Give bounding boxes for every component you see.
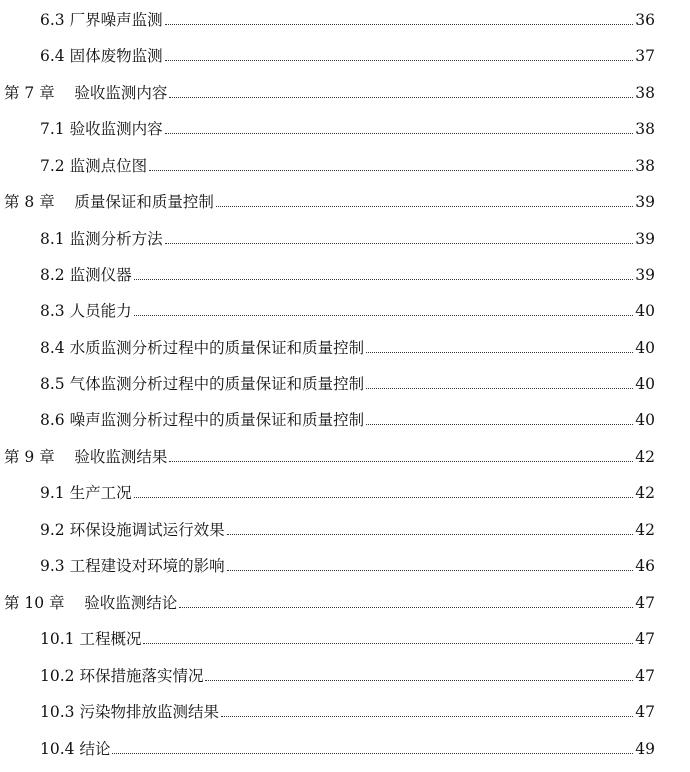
toc-entry-title: 10.4 结论 xyxy=(40,740,111,758)
toc-entry-title: 8.3 人员能力 xyxy=(40,302,132,320)
dot-leader xyxy=(134,279,634,280)
toc-entry-page: 40 xyxy=(635,375,655,393)
toc-entry-page: 47 xyxy=(635,594,655,612)
toc-entry-title: 7.2 监测点位图 xyxy=(40,157,148,175)
toc-entry-8-5[interactable] xyxy=(0,368,655,394)
dot-leader xyxy=(205,680,633,681)
toc-entry-page: 39 xyxy=(635,266,655,284)
dot-leader xyxy=(179,607,633,608)
toc-entry-8-4[interactable] xyxy=(0,332,655,358)
toc-entry-8-1[interactable] xyxy=(0,223,655,249)
dot-leader xyxy=(143,643,633,644)
dot-leader xyxy=(366,352,633,353)
toc-entry-page: 40 xyxy=(635,302,655,320)
dot-leader xyxy=(165,243,634,244)
dot-leader xyxy=(134,497,634,498)
toc-entry-title: 6.4 固体废物监测 xyxy=(40,47,163,65)
toc-entry-8-3[interactable] xyxy=(0,295,655,321)
dot-leader xyxy=(169,97,633,98)
toc-entry-page: 42 xyxy=(635,484,655,502)
dot-leader xyxy=(112,753,633,754)
dot-leader xyxy=(366,424,633,425)
toc-entry-title: 8.6 噪声监测分析过程中的质量保证和质量控制 xyxy=(40,411,365,429)
toc-entry-page: 46 xyxy=(635,557,655,575)
toc-entry-page: 39 xyxy=(635,230,655,248)
toc-entry-7-2[interactable] xyxy=(0,150,655,176)
toc-entry-page: 37 xyxy=(635,47,655,65)
toc-entry-page: 49 xyxy=(635,740,655,758)
toc-entry-page: 38 xyxy=(635,120,655,138)
toc-entry-title: 第 9 章 验收监测结果 xyxy=(4,448,168,466)
toc-entry-title: 8.5 气体监测分析过程中的质量保证和质量控制 xyxy=(40,375,365,393)
toc-entry-chapter-9[interactable] xyxy=(0,441,655,467)
toc-entry-title: 8.2 监测仪器 xyxy=(40,266,132,284)
toc-entry-title: 9.2 环保设施调试运行效果 xyxy=(40,521,225,539)
toc-entry-10-4[interactable] xyxy=(0,733,655,759)
dot-leader xyxy=(134,315,634,316)
toc-entry-8-2[interactable] xyxy=(0,259,655,285)
toc-entry-6-3[interactable] xyxy=(0,4,655,30)
dot-leader xyxy=(149,170,633,171)
toc-entry-page: 39 xyxy=(635,193,655,211)
toc-entry-title: 10.2 环保措施落实情况 xyxy=(40,667,204,685)
toc-entry-10-2[interactable] xyxy=(0,660,655,686)
toc-entry-title: 7.1 验收监测内容 xyxy=(40,120,163,138)
dot-leader xyxy=(366,388,633,389)
toc-entry-9-2[interactable] xyxy=(0,514,655,540)
toc-entry-title: 第 8 章 质量保证和质量控制 xyxy=(4,193,214,211)
toc-entry-9-3[interactable] xyxy=(0,550,655,576)
toc-entry-title: 10.3 污染物排放监测结果 xyxy=(40,703,219,721)
toc-entry-chapter-10[interactable] xyxy=(0,587,655,613)
dot-leader xyxy=(221,716,633,717)
toc-entry-10-3[interactable] xyxy=(0,696,655,722)
toc-entry-page: 38 xyxy=(635,84,655,102)
dot-leader xyxy=(169,461,633,462)
dot-leader xyxy=(165,24,634,25)
toc-entry-9-1[interactable] xyxy=(0,477,655,503)
dot-leader xyxy=(227,534,634,535)
toc-entry-title: 6.3 厂界噪声监测 xyxy=(40,11,163,29)
toc-entry-10-1[interactable] xyxy=(0,623,655,649)
toc-entry-7-1[interactable] xyxy=(0,113,655,139)
toc-entry-8-6[interactable] xyxy=(0,404,655,430)
toc-entry-page: 42 xyxy=(635,521,655,539)
dot-leader xyxy=(227,570,634,571)
toc-entry-title: 8.4 水质监测分析过程中的质量保证和质量控制 xyxy=(40,339,365,357)
toc-entry-page: 47 xyxy=(635,667,655,685)
dot-leader xyxy=(165,133,634,134)
toc-entry-title: 8.1 监测分析方法 xyxy=(40,230,163,248)
toc-entry-title: 10.1 工程概况 xyxy=(40,630,142,648)
toc-entry-title: 9.1 生产工况 xyxy=(40,484,132,502)
toc-entry-6-4[interactable] xyxy=(0,40,655,66)
toc-entry-chapter-7[interactable] xyxy=(0,77,655,103)
toc-entry-page: 47 xyxy=(635,630,655,648)
toc-entry-page: 38 xyxy=(635,157,655,175)
toc-entry-page: 36 xyxy=(635,11,655,29)
dot-leader xyxy=(216,206,633,207)
toc-entry-page: 40 xyxy=(635,411,655,429)
toc-entry-page: 40 xyxy=(635,339,655,357)
toc-entry-title: 9.3 工程建设对环境的影响 xyxy=(40,557,225,575)
dot-leader xyxy=(165,60,634,61)
toc-entry-page: 47 xyxy=(635,703,655,721)
toc-entry-title: 第 10 章 验收监测结论 xyxy=(4,594,178,612)
toc-entry-page: 42 xyxy=(635,448,655,466)
toc-entry-title: 第 7 章 验收监测内容 xyxy=(4,84,168,102)
toc-entry-chapter-8[interactable] xyxy=(0,186,655,212)
